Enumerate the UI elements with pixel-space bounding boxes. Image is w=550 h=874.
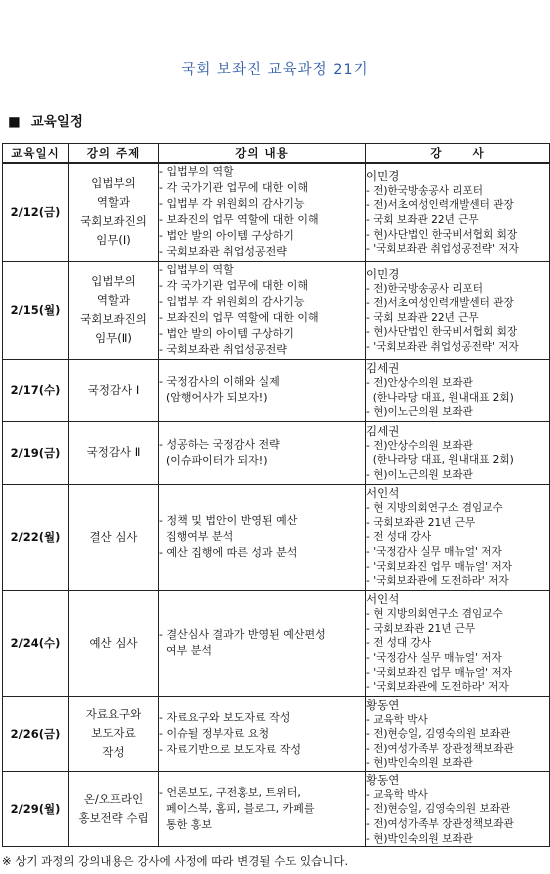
topic-line: 국회보좌진의: [80, 312, 147, 326]
content-line: - 자료기반으로 보도자료 작성: [159, 742, 301, 756]
cell-lecturer: [366, 421, 550, 484]
table-row: [3, 590, 550, 696]
lecturer-line: - 전)서초여성인력개발센터 관장: [366, 297, 514, 310]
lecturer-line: - 현)사단법인 한국비서협회 회장: [366, 326, 518, 339]
table-row: [3, 359, 550, 421]
topic-line: 국회보좌진의: [80, 214, 147, 229]
cell-content: [159, 771, 366, 846]
cell-date: 2/19(금): [3, 421, 69, 484]
table-header-row: [3, 144, 550, 164]
lecturer-line: - 전)안상수의원 보좌관: [366, 377, 473, 390]
cell-date: 2/15(월): [3, 261, 69, 359]
cell-topic: [69, 359, 159, 421]
cell-content: [159, 484, 366, 590]
lecturer-line: - 전)한국방송공사 리포터: [366, 184, 484, 197]
topic-line: 온/오프라인: [83, 792, 144, 807]
cell-lecturer: [366, 484, 550, 590]
cell-lecturer: [366, 696, 550, 771]
lecturer-line: - 전)여성가족부 장관정책보좌관: [366, 818, 514, 831]
lecturer-line: - 국회 보좌관 22년 근무: [366, 311, 479, 324]
lecturer-line: - '국정감사 실무 매뉴얼' 저자: [366, 546, 502, 558]
lecturer-line: (한나라당 대표, 원내대표 2회): [366, 454, 514, 467]
content-line: 통한 홍보: [159, 818, 212, 832]
topic-line: 역할과: [96, 293, 131, 307]
cell-content: [159, 696, 366, 771]
cell-date: 2/22(월): [3, 484, 69, 590]
content-line: - 입법부의 역할: [159, 263, 234, 276]
lecturer-line: - '국회보좌진 업무 매뉴얼' 저자: [366, 666, 512, 679]
topic-line: 결산 심사: [89, 529, 138, 544]
topic-line: 홍보전략 수립: [78, 811, 149, 826]
content-line: - 입법부 각 위원회의 감사기능: [159, 295, 305, 308]
lecturer-line: - 현 지방의회연구소 겸임교수: [366, 502, 503, 515]
lecturer-name: 김세권: [366, 361, 400, 376]
topic-line: 작성: [102, 745, 125, 760]
lecturer-line: - 전)현승일, 김영숙의원 보좌관: [366, 803, 511, 816]
content-line: (이슈파이터가 되자!): [159, 453, 268, 467]
table-row: [3, 484, 550, 590]
lecturer-name: 서인석: [366, 592, 400, 607]
cell-lecturer: [366, 590, 550, 696]
content-line: - 결산심사 결과가 반영된 예산편성: [159, 628, 326, 641]
content-line: - 각 국가기관 업무에 대한 이해: [159, 279, 308, 292]
cell-date: 2/29(월): [3, 771, 69, 846]
header-lecturer: 강 사: [366, 144, 550, 164]
topic-line: 입법부의: [91, 176, 136, 191]
cell-date: 2/12(금): [3, 163, 69, 261]
cell-lecturer: [366, 771, 550, 846]
page-title: 국회 보좌진 교육과정 21기: [181, 62, 369, 78]
topic-line: 역할과: [96, 195, 131, 210]
table-row: [3, 163, 550, 261]
content-line: - 입법부 각 위원회의 감사기능: [159, 197, 305, 211]
cell-date: 2/26(금): [3, 696, 69, 771]
header-date: 교육일시: [3, 144, 69, 164]
lecturer-line: - 현 지방의회연구소 겸임교수: [366, 608, 503, 621]
content-line: (암행어사가 되보자!): [159, 391, 268, 404]
lecturer-line: - 전)안상수의원 보좌관: [366, 439, 473, 452]
lecturer-line: - '국정감사 실무 매뉴얼' 저자: [366, 652, 502, 664]
lecturer-line: - 전)여성가족부 장관정책보좌관: [366, 742, 514, 755]
content-line: - 보좌진의 업무 역할에 대한 이해: [159, 213, 319, 227]
content-line: - 이슈될 정부자료 요청: [159, 726, 270, 740]
table-row: [3, 771, 550, 846]
content-line: - 입법부의 역할: [159, 165, 234, 179]
cell-lecturer: [366, 261, 550, 359]
lecturer-line: - 국회보좌관 21년 근무: [366, 516, 476, 529]
cell-topic: [69, 484, 159, 590]
schedule-table: [2, 143, 550, 847]
footnote: ※ 상기 과정의 강의내용은 강사에 사정에 따라 변경될 수도 있습니다.: [2, 854, 349, 868]
lecturer-line: - 국회보좌관 21년 근무: [366, 622, 476, 635]
lecturer-line: - 전)서초여성인력개발센터 관장: [366, 199, 514, 212]
content-line: - 예산 집행에 따른 성과 분석: [159, 546, 298, 559]
topic-line: 국정감사 Ⅱ: [86, 445, 141, 459]
content-line: - 정책 및 법안이 반영된 예산: [159, 514, 298, 527]
cell-date: 2/17(수): [3, 359, 69, 421]
lecturer-name: 황동연: [366, 697, 400, 712]
topic-line: 국정감사 Ⅰ: [87, 382, 140, 397]
topic-line: 보도자료: [91, 726, 136, 741]
topic-line: 입법부의: [91, 274, 136, 288]
lecturer-name: 황동연: [366, 772, 400, 787]
lecturer-line: (한나라당 대표, 원내대표 2회): [366, 391, 514, 404]
lecturer-line: - '국회보좌진 업무 매뉴얼' 저자: [366, 560, 512, 573]
lecturer-line: - '국회보좌관에 도전하라' 저자: [366, 681, 509, 694]
cell-content: [159, 359, 366, 421]
section-label: 교육일정: [30, 114, 83, 130]
lecturer-line: - 교육학 박사: [366, 788, 428, 801]
lecturer-line: - 전 성대 강사: [366, 531, 432, 544]
lecturer-name: 이민경: [366, 168, 400, 183]
content-line: - 보좌진의 업무 역할에 대한 이해: [159, 311, 319, 324]
lecturer-name: 서인석: [366, 486, 400, 501]
lecturer-line: - 전)한국방송공사 리포터: [366, 282, 484, 295]
square-bullet-icon: ■: [8, 114, 21, 130]
content-line: - 국회보좌관 취업성공전략: [159, 343, 287, 356]
table-row: [3, 696, 550, 771]
content-line: - 성공하는 국정감사 전략: [159, 437, 280, 451]
section-heading: [8, 110, 83, 130]
lecturer-line: - '국회보좌관 취업성공전략' 저자: [366, 340, 519, 353]
cell-topic: [69, 696, 159, 771]
topic-line: 임무(Ⅱ): [95, 331, 132, 345]
lecturer-line: - 현)박인숙의원 보좌관: [366, 832, 473, 845]
cell-content: [159, 163, 366, 261]
cell-topic: [69, 421, 159, 484]
cell-lecturer: [366, 359, 550, 421]
lecturer-line: - 현)이노근의원 보좌관: [366, 406, 473, 419]
topic-line: 임무(Ⅰ): [96, 233, 131, 248]
content-line: - 국정감사의 이해와 실제: [159, 375, 280, 388]
cell-content: [159, 590, 366, 696]
lecturer-line: - 현)이노근의원 보좌관: [366, 468, 473, 481]
lecturer-line: - 현)사단법인 한국비서협회 회장: [366, 228, 518, 241]
cell-topic: [69, 590, 159, 696]
lecturer-name: 이민경: [366, 266, 400, 281]
header-topic: 강의 주제: [69, 144, 159, 164]
content-line: - 법안 발의 아이템 구상하기: [159, 327, 294, 340]
content-line: 집행여부 분석: [159, 530, 234, 543]
cell-date: 2/24(수): [3, 590, 69, 696]
content-line: 페이스북, 홈피, 블로그, 카페를: [159, 802, 315, 816]
lecturer-line: - '국회보좌관 취업성공전략' 저자: [366, 243, 519, 256]
cell-topic: [69, 771, 159, 846]
content-line: 여부 분석: [159, 644, 212, 657]
lecturer-line: - 국회 보좌관 22년 근무: [366, 213, 479, 226]
cell-topic: [69, 163, 159, 261]
cell-lecturer: [366, 163, 550, 261]
lecturer-line: - '국회보좌관에 도전하라' 저자: [366, 575, 509, 588]
content-line: - 자료요구와 보도자료 작성: [159, 710, 291, 724]
content-line: - 각 국가기관 업무에 대한 이해: [159, 181, 308, 195]
table-row: [3, 421, 550, 484]
lecturer-line: - 전 성대 강사: [366, 637, 432, 650]
lecturer-line: - 현)박인숙의원 보좌관: [366, 757, 473, 770]
cell-content: [159, 421, 366, 484]
content-line: - 언론보도, 구전홍보, 트위터,: [159, 786, 301, 800]
header-content: 강의 내용: [159, 144, 366, 164]
lecturer-name: 김세권: [366, 423, 400, 438]
cell-content: [159, 261, 366, 359]
content-line: - 법안 발의 아이템 구상하기: [159, 229, 294, 243]
table-row: [3, 261, 550, 359]
content-line: - 국회보좌관 취업성공전략: [159, 245, 287, 259]
lecturer-line: - 교육학 박사: [366, 713, 428, 726]
topic-line: 예산 심사: [89, 635, 138, 650]
lecturer-line: - 전)현승일, 김영숙의원 보좌관: [366, 728, 511, 741]
topic-line: 자료요구와: [85, 707, 142, 722]
cell-topic: [69, 261, 159, 359]
